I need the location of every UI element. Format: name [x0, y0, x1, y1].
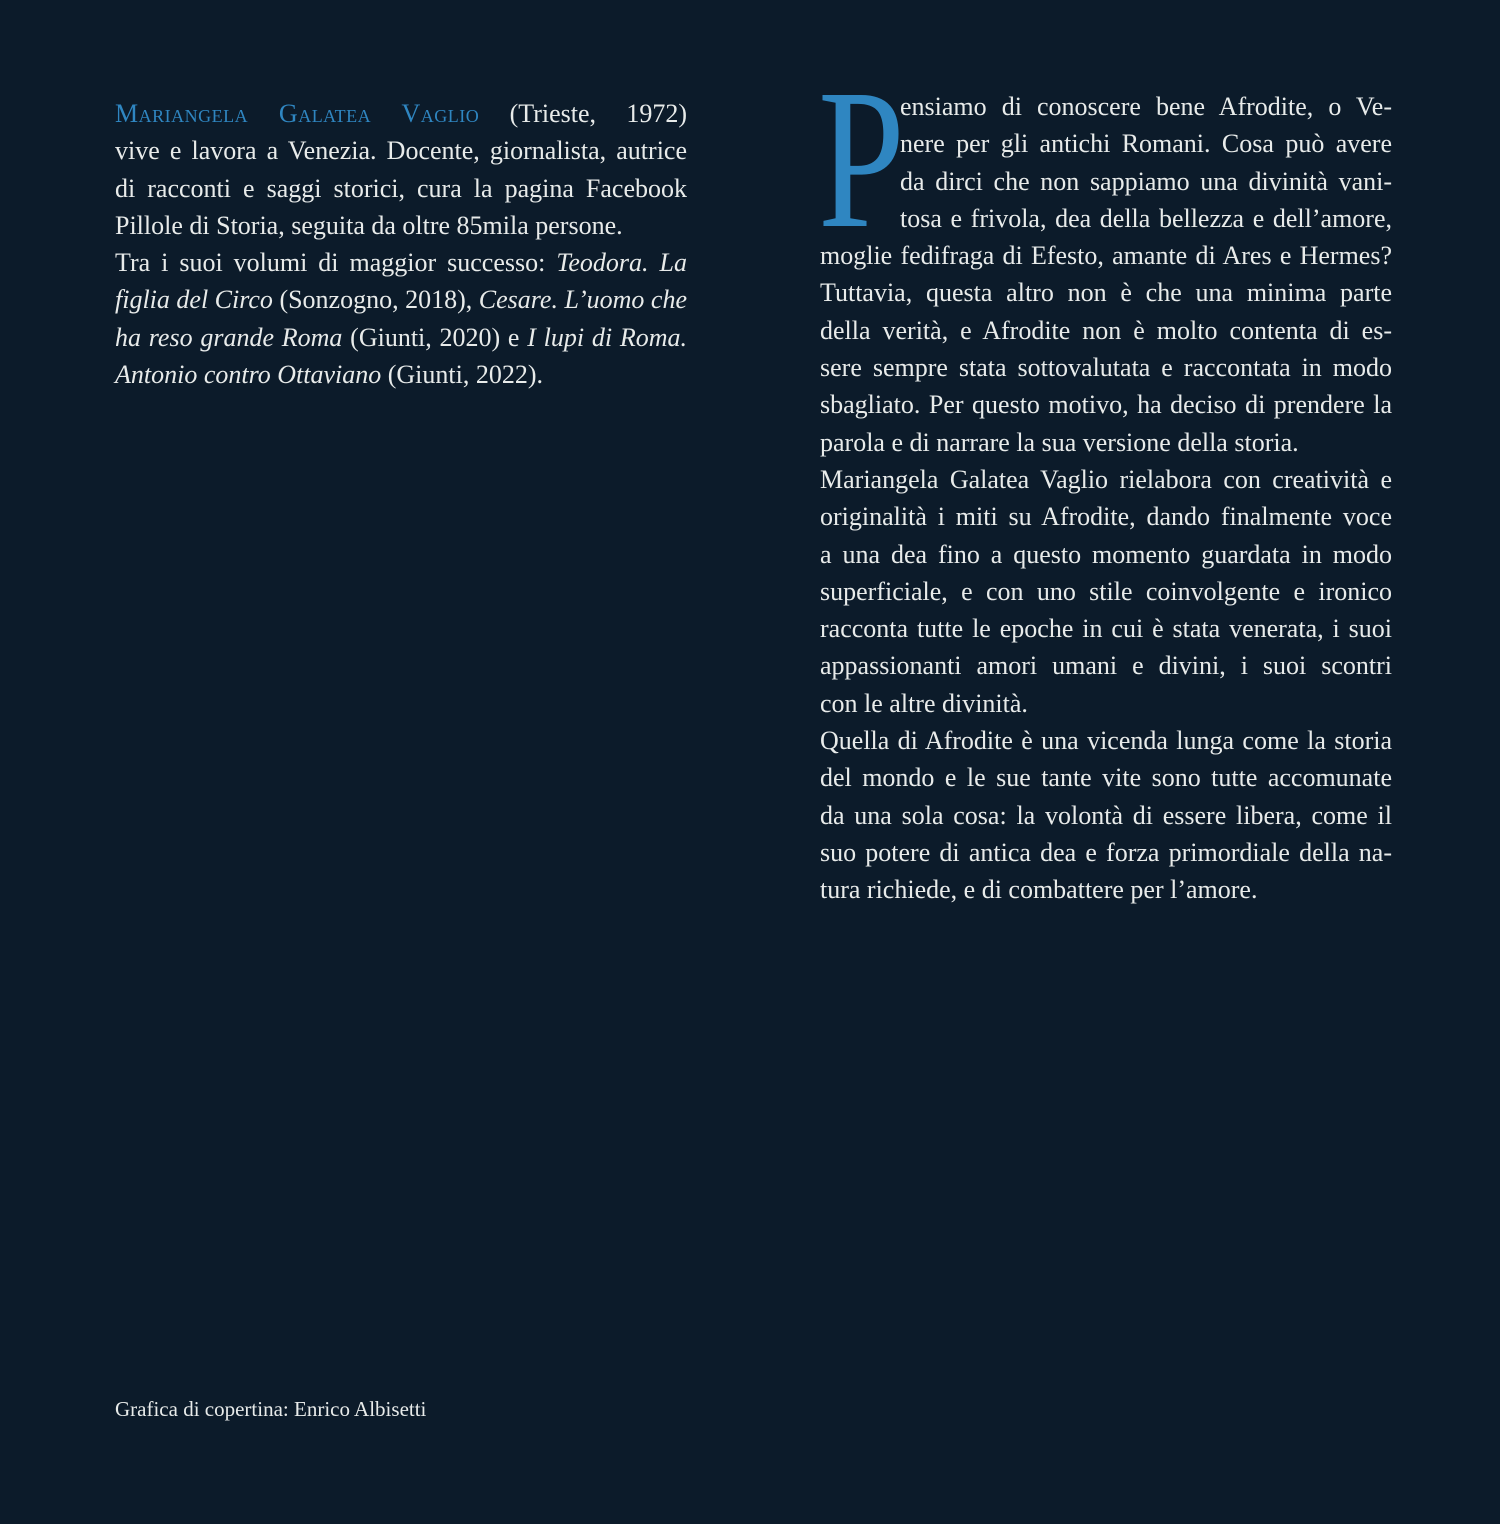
text-segment: suo potere di antica dea e forza primordiale della na-: [820, 837, 1392, 867]
book-title-italic: I lupi di Roma.: [527, 322, 687, 352]
text-line: [820, 163, 1392, 200]
text-line: [820, 125, 1392, 162]
text-line: [820, 871, 1392, 908]
cover-design-credit: Grafica di copertina: Enrico Albisetti: [115, 1397, 427, 1421]
book-title-italic: Cesare. L’uomo che: [478, 285, 687, 315]
text-line: [820, 274, 1392, 311]
text-segment: parola e di narrare la sua versione della storia.: [820, 427, 1299, 457]
text-line: [820, 573, 1392, 610]
author-name-smallcaps: Mariangela Galatea Vaglio: [115, 99, 480, 128]
text-segment: a una dea fino a questo momento guardata in modo: [820, 539, 1392, 569]
text-segment: Mariangela Galatea Vaglio rielabora con creatività e: [820, 464, 1392, 494]
text-segment: sbagliato. Per questo motivo, ha deciso di prendere la: [820, 390, 1392, 420]
text-segment: ensiamo di conoscere bene Afrodite, o Ve-: [900, 92, 1392, 121]
text-segment: Pillole di Storia, seguita da oltre 85mila persone.: [115, 210, 623, 240]
drop-cap-letter: P: [818, 49, 905, 270]
text-segment: sere sempre stata sottovalutata e raccontata in modo: [820, 353, 1392, 383]
synopsis-column: [818, 49, 1392, 909]
text-line: [115, 170, 687, 207]
text-line: [820, 312, 1392, 349]
book-title-italic: ha reso grande Roma: [115, 322, 343, 352]
text-line: [820, 200, 1392, 237]
text-segment: (Giunti, 2022).: [381, 360, 543, 390]
text-line: [820, 461, 1392, 498]
text-line: [820, 610, 1392, 647]
synopsis-text-block: [818, 49, 1392, 909]
text-segment: vive e lavora a Venezia. Docente, giornalista, autrice: [115, 136, 687, 166]
text-segment: (Sonzogno, 2018),: [272, 285, 479, 315]
text-segment: Tra i suoi volumi di maggior successo:: [115, 248, 557, 278]
text-line: [115, 281, 687, 318]
text-segment: moglie fedifraga di Efesto, amante di Ares e Hermes?: [820, 241, 1392, 271]
text-line: [820, 237, 1392, 274]
text-segment: da dirci che non sappiamo una divinità vani-: [900, 166, 1392, 196]
text-segment: tura richiede, e di combattere per l’amore.: [820, 875, 1258, 905]
text-line: [820, 536, 1392, 573]
text-segment: racconta tutte le epoche in cui è stata venerata, i suoi: [820, 614, 1392, 644]
book-title-italic: Antonio contro Ottaviano: [115, 360, 382, 390]
text-segment: della verità, e Afrodite non è molto contenta di es-: [820, 315, 1392, 345]
book-title-italic: Teodora. La: [556, 248, 687, 278]
text-segment: nere per gli antichi Romani. Cosa può avere: [900, 129, 1392, 159]
text-line: [820, 685, 1392, 722]
text-segment: (Trieste, 1972): [479, 99, 687, 128]
text-segment: del mondo e le sue tante vite sono tutte accomunate: [820, 763, 1392, 793]
text-line: [820, 349, 1392, 386]
text-line: [820, 797, 1392, 834]
text-segment: Tuttavia, questa altro non è che una minima parte: [820, 278, 1392, 308]
text-line: [820, 88, 1392, 125]
text-line: [115, 244, 687, 281]
text-line: [115, 95, 687, 132]
text-segment: di racconti e saggi storici, cura la pagina Facebook: [115, 173, 687, 203]
author-bio-column: [115, 95, 687, 393]
text-line: [115, 207, 687, 244]
text-line: [820, 759, 1392, 796]
text-segment: da una sola cosa: la volontà di essere libera, come il: [820, 800, 1392, 830]
text-line: [115, 132, 687, 169]
text-line: [115, 356, 687, 393]
text-segment: appassionanti amori umani e divini, i suoi scontri: [820, 651, 1392, 681]
text-segment: (Giunti, 2020) e: [342, 322, 528, 352]
text-line: [115, 319, 687, 356]
text-line: [820, 647, 1392, 684]
text-segment: superficiale, e con uno stile coinvolgente e ironico: [820, 576, 1392, 606]
text-segment: originalità i miti su Afrodite, dando finalmente voce: [820, 502, 1392, 532]
text-segment: con le altre divinità.: [820, 688, 1028, 718]
text-segment: tosa e frivola, dea della bellezza e dell’amore,: [900, 203, 1392, 233]
text-segment: Quella di Afrodite è una vicenda lunga come la storia: [820, 726, 1392, 756]
book-title-italic: figlia del Circo: [115, 285, 273, 315]
text-line: [820, 722, 1392, 759]
text-line: [820, 498, 1392, 535]
text-line: [820, 834, 1392, 871]
text-line: [820, 424, 1392, 461]
text-line: [820, 386, 1392, 423]
